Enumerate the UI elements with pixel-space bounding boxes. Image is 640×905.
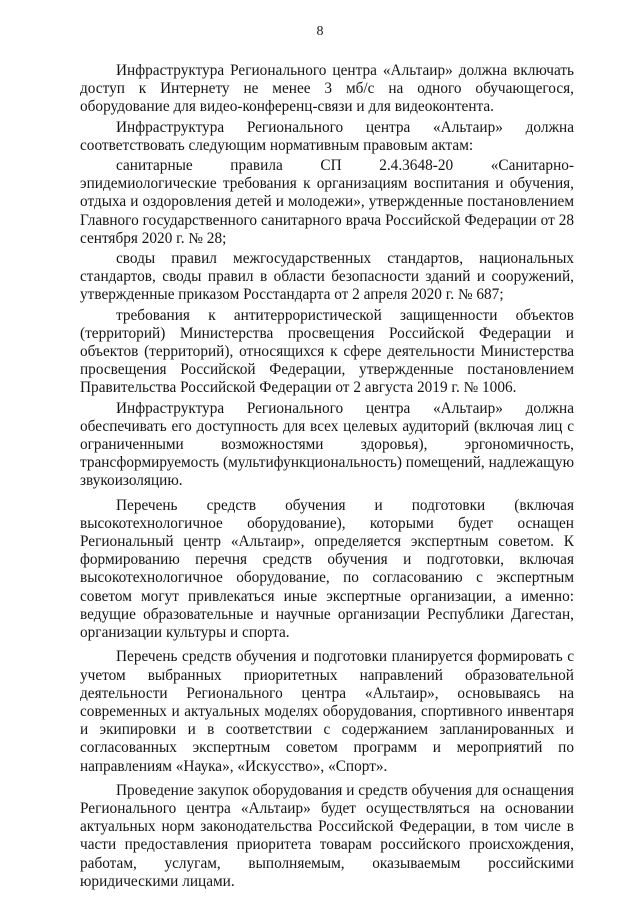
document-body	[80, 62, 574, 897]
paragraph-regulatory-acts-intro: Инфраструктура Регионального центра «Альтаир» должна соответствовать следующим нормативным правовым актам:	[80, 118, 574, 154]
paragraph-equipment-list: Перечень средств обучения и подготовки (включая высокотехнологичное оборудование), которыми будет оснащен Региональный центр «Альтаир», определяется экспертным советом. К формированию перечня средств обучения и подготовки, включая высокотехнологичное оборудование, по согласованию с экспертным советом могут привлекаться иные экспертные организации, а именно: ведущие образовательные и научные организации Республики Дагестан, организации культуры и спорта.	[80, 496, 574, 642]
paragraph-procurement: Проведение закупок оборудования и средств обучения для оснащения Регионального центра «Альтаир» будет осуществляться на основании актуальных норм законодательства Российской Федерации, в том числе в части предоставления приоритета товарам российского происхождения, работам, услугам, выполняемым, оказываемым российскими юридическими лицами.	[80, 781, 574, 890]
paragraph-sanitary-rules: санитарные правила СП 2.4.3648-20 «Санитарно-эпидемиологические требования к организациям воспитания и обучения, отдыха и оздоровления детей и молодежи», утвержденные постановлением Главного государственного санитарного врача Российской Федерации от 28 сентября 2020 г. № 28;	[80, 157, 574, 247]
paragraph-antiterror-requirements: требования к антитеррористической защищенности объектов (территорий) Министерства просвещения Российской Федерации и объектов (территорий), относящихся к сфере деятельности Министерства просвещения Российской Федерации, утвержденные постановлением Правительства Российской Федерации от 2 августа 2019 г. № 1006.	[80, 306, 574, 397]
paragraph-internet-access: Инфраструктура Регионального центра «Альтаир» должна включать доступ к Интернету не менее 3 мб/с на одного обучающегося, оборудование для видео-конференц-связи и для видеоконтента.	[80, 62, 574, 116]
paragraph-equipment-planning: Перечень средств обучения и подготовки планируется формировать с учетом выбранных приоритетных направлений образовательной деятельности Регионального центра «Альтаир», основываясь на современных и актуальных моделях оборудования, спортивного инвентаря и экипировки и в соответствии с содержанием запланированных и согласованных экспертным советом программ и мероприятий по направлениям «Наука», «Искусство», «Спорт».	[80, 648, 574, 775]
page-number: 8	[316, 24, 324, 39]
paragraph-accessibility: Инфраструктура Регионального центра «Альтаир» должна обеспечивать его доступность для всех целевых аудиторий (включая лиц с ограниченными возможностями здоровья), эргономичность, трансформируемость (мультифункциональность) помещений, надлежащую звукоизоляцию.	[80, 399, 574, 490]
paragraph-building-standards: своды правил межгосударственных стандартов, национальных стандартов, своды правил в области безопасности зданий и сооружений, утвержденные приказом Росстандарта от 2 апреля 2020 г. № 687;	[80, 250, 574, 304]
